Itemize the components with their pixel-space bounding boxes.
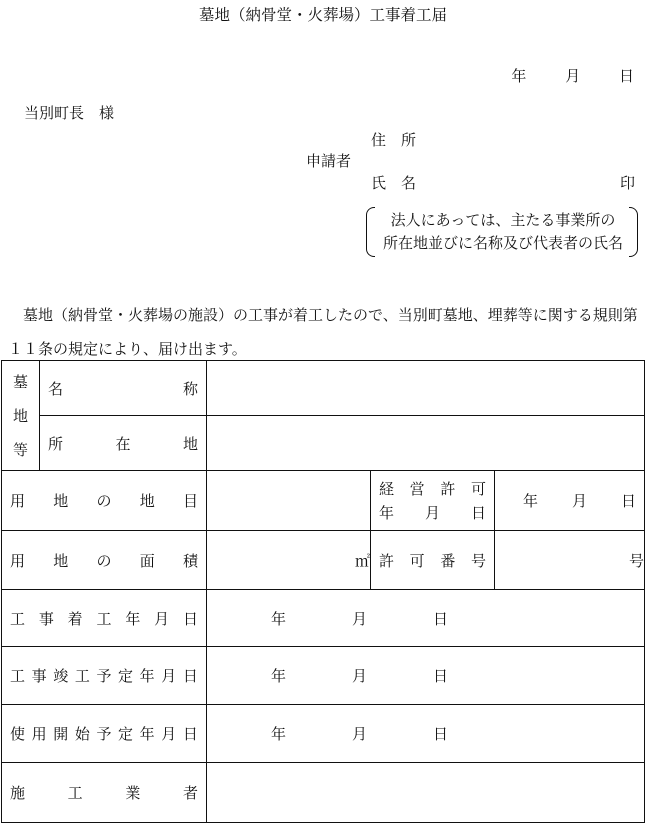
label-char: 工 — [10, 667, 26, 685]
group-label-cell — [2, 361, 40, 471]
name-field[interactable] — [207, 361, 645, 416]
label-char: 営 — [409, 479, 425, 498]
label-char: 着 — [67, 609, 83, 628]
label-char: 地 — [53, 492, 69, 510]
date-month: 月 — [571, 492, 587, 510]
table-row — [2, 531, 645, 590]
table-row — [2, 590, 645, 647]
label-char: 用 — [10, 551, 26, 570]
date-day: 日 — [621, 492, 637, 510]
use-start-field[interactable] — [207, 705, 645, 763]
label-char: 用 — [31, 725, 47, 743]
label-char: 許 — [440, 479, 456, 498]
label-char: 工 — [10, 609, 26, 628]
permit-number-field[interactable] — [495, 531, 645, 590]
land-area-label-cell — [2, 531, 207, 590]
date-month: 月 — [352, 667, 368, 685]
name-label-cell — [40, 361, 207, 416]
land-category-field[interactable] — [207, 471, 371, 531]
contractor-field[interactable] — [207, 763, 645, 823]
date-year: 年 — [270, 667, 286, 685]
applicant-label: 申請者 — [306, 152, 352, 170]
contractor-label-cell — [2, 763, 207, 823]
table-row — [2, 647, 645, 705]
addressee: 当別町長 様 — [24, 104, 115, 122]
land-category-label-cell — [2, 471, 207, 531]
date-month: 月 — [352, 609, 368, 628]
land-area-field[interactable] — [207, 531, 371, 590]
label-char: 使 — [10, 725, 26, 743]
label-char: 者 — [182, 784, 198, 802]
label-char: 事 — [38, 609, 54, 628]
statement-text: 墓地（納骨堂・火葬場の施設）の工事が着工したので、当別町墓地、埋葬等に関する規則第１１条の規定により、届け出ます。 — [8, 306, 638, 358]
label-char: 竣 — [53, 667, 69, 685]
label-char: 予 — [96, 725, 112, 743]
note-line-2: 所在地並びに名称及び代表者の氏名 — [382, 234, 623, 252]
name-label: 氏 名 — [371, 174, 417, 192]
label-char: 面 — [139, 551, 155, 570]
label-char: の — [96, 551, 112, 570]
label-char: 工 — [96, 609, 112, 628]
label-char: 月 — [154, 609, 170, 628]
label-char: 称 — [182, 379, 198, 398]
label-char: 許 — [379, 551, 395, 570]
area-unit: ㎡ — [354, 551, 370, 570]
note-line-1: 法人にあっては、主たる事業所の — [390, 211, 616, 229]
completion-date-label-cell — [2, 647, 207, 705]
label-char: 在 — [115, 434, 131, 453]
label-char: 号 — [470, 551, 486, 570]
label-char: 可 — [470, 479, 486, 498]
submission-date — [477, 69, 634, 84]
label-char: 事 — [31, 667, 47, 685]
completion-date-field[interactable] — [207, 647, 645, 705]
table-row — [2, 416, 645, 471]
group-char: 地 — [12, 406, 28, 425]
date-month: 月 — [352, 725, 368, 743]
label-char: 年 — [139, 725, 155, 743]
label-char: 日 — [182, 609, 198, 628]
group-char: 等 — [12, 440, 28, 459]
label-char: 日 — [470, 503, 486, 522]
address-label: 住 所 — [371, 131, 417, 149]
label-char: 施 — [10, 784, 26, 802]
location-label-cell — [40, 416, 207, 471]
label-char: 名 — [48, 379, 64, 398]
label-char: 月 — [161, 667, 177, 685]
label-char: 年 — [139, 667, 155, 685]
label-char: 工 — [74, 667, 90, 685]
label-char: 所 — [48, 434, 64, 453]
application-table — [1, 360, 645, 823]
label-char: 予 — [96, 667, 112, 685]
date-month: 月 — [565, 67, 581, 85]
start-date-field[interactable] — [207, 590, 645, 647]
date-year: 年 — [522, 492, 538, 510]
table-row — [2, 763, 645, 823]
date-day: 日 — [433, 725, 449, 743]
permit-number-unit: 号 — [629, 551, 645, 570]
permit-number-label-cell — [371, 531, 495, 590]
corporate-note — [366, 207, 638, 257]
label-char: 地 — [182, 434, 198, 453]
date-year: 年 — [511, 67, 527, 85]
label-char: の — [96, 492, 112, 510]
label-char: 目 — [182, 492, 198, 510]
location-field[interactable] — [207, 416, 645, 471]
label-char: 地 — [139, 492, 155, 510]
date-day: 日 — [433, 667, 449, 685]
label-char: 月 — [424, 503, 440, 522]
label-char: 業 — [125, 784, 141, 802]
label-char: 始 — [74, 725, 90, 743]
table-row — [2, 361, 645, 416]
label-char: 定 — [118, 725, 134, 743]
label-char: 可 — [409, 551, 425, 570]
permit-date-label-cell — [371, 471, 495, 531]
start-date-label-cell — [2, 590, 207, 647]
label-char: 日 — [182, 667, 198, 685]
label-char: 年 — [125, 609, 141, 628]
label-char: 用 — [10, 492, 26, 510]
date-year: 年 — [270, 725, 286, 743]
form-title: 墓地（納骨堂・火葬場）工事着工届 — [198, 6, 447, 24]
permit-date-field[interactable] — [495, 471, 645, 531]
table-row — [2, 471, 645, 531]
date-year: 年 — [270, 609, 286, 628]
label-char: 地 — [53, 551, 69, 570]
date-day: 日 — [618, 67, 634, 85]
label-char: 年 — [379, 503, 395, 522]
label-char: 経 — [379, 479, 395, 498]
label-char: 開 — [53, 725, 69, 743]
label-char: 積 — [182, 551, 198, 570]
label-char: 日 — [182, 725, 198, 743]
label-char: 月 — [161, 725, 177, 743]
label-char: 定 — [118, 667, 134, 685]
table-row — [2, 705, 645, 763]
group-char: 墓 — [12, 372, 28, 391]
label-char: 番 — [440, 551, 456, 570]
seal-mark: 印 — [620, 174, 636, 192]
label-char: 工 — [67, 784, 83, 802]
date-day: 日 — [433, 609, 449, 628]
use-start-label-cell — [2, 705, 207, 763]
